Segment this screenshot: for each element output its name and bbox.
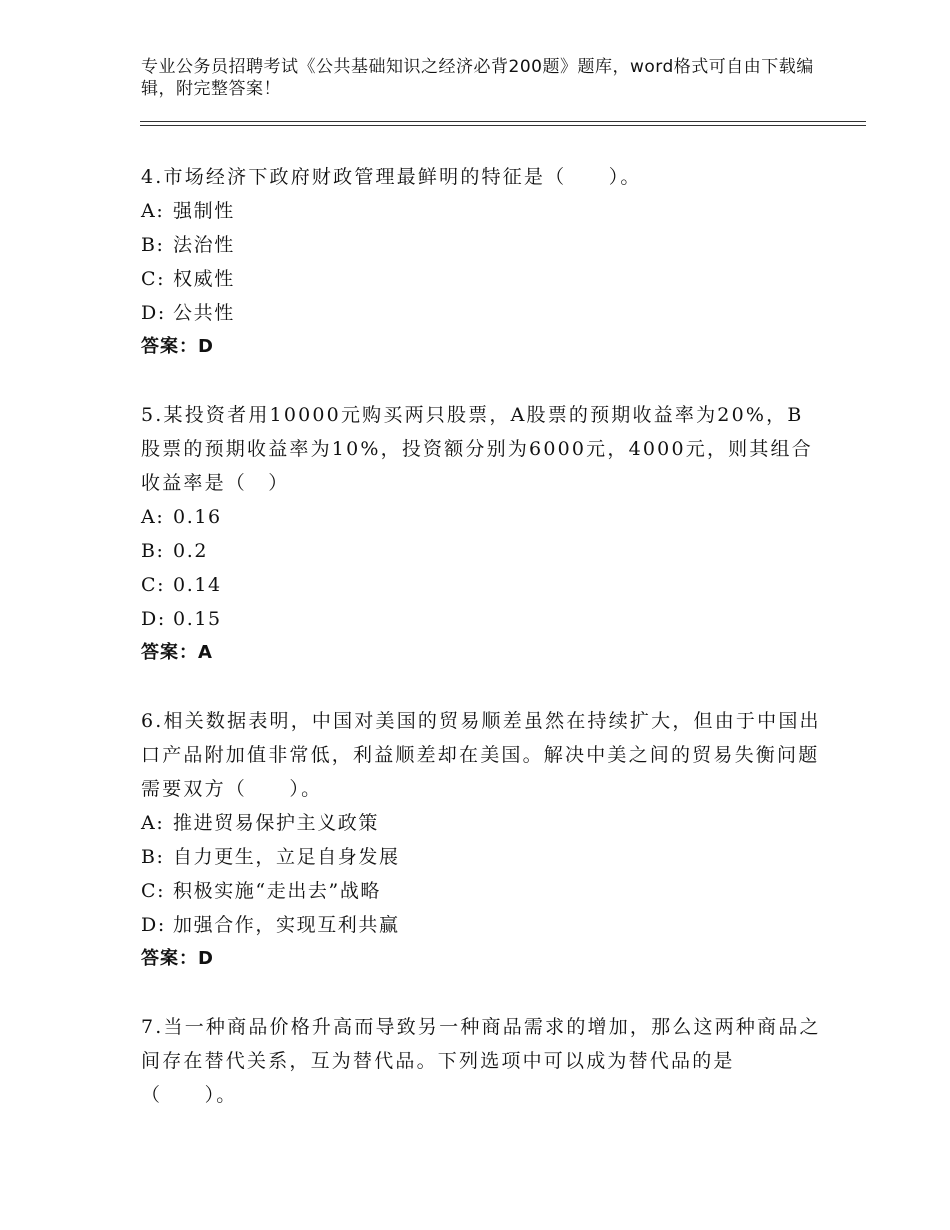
option-label: D: bbox=[141, 914, 166, 936]
question-text: 4.市场经济下政府财政管理最鲜明的特征是（ ）。 bbox=[141, 166, 642, 188]
document-header: 专业公务员招聘考试《公共基础知识之经济必背200题》题库，word格式可自由下载编辑，附完整答案！ bbox=[141, 57, 814, 99]
option-label: A: bbox=[141, 200, 165, 222]
option-text: 0.2 bbox=[173, 540, 209, 562]
option-label: B: bbox=[141, 234, 165, 256]
option-c bbox=[141, 568, 821, 602]
option-text: 0.15 bbox=[173, 608, 222, 630]
option-text: 0.16 bbox=[173, 506, 222, 528]
option-label: C: bbox=[141, 880, 166, 902]
option-label: D: bbox=[141, 608, 166, 630]
option-label: B: bbox=[141, 540, 165, 562]
header-rule-bottom bbox=[140, 125, 866, 126]
option-text: 加强合作，实现互利共赢 bbox=[173, 914, 400, 936]
option-b bbox=[141, 840, 821, 874]
option-c bbox=[141, 262, 821, 296]
option-text: 法治性 bbox=[173, 234, 235, 256]
answer-line: 答案：A bbox=[141, 642, 213, 663]
option-b bbox=[141, 534, 821, 568]
question-list bbox=[141, 160, 821, 1146]
option-a bbox=[141, 806, 821, 840]
option-b bbox=[141, 228, 821, 262]
option-text: 0.14 bbox=[173, 574, 222, 596]
option-text: 强制性 bbox=[173, 200, 235, 222]
question-4 bbox=[141, 160, 821, 364]
option-text: 自力更生，立足自身发展 bbox=[173, 846, 400, 868]
option-text: 公共性 bbox=[173, 302, 235, 324]
question-text: 5.某投资者用10000元购买两只股票，A股票的预期收益率为20%，B股票的预期收益率为10%，投资额分别为6000元，4000元，则其组合收益率是（ ） bbox=[141, 404, 813, 494]
question-text: 7.当一种商品价格升高而导致另一种商品需求的增加，那么这两种商品之间存在替代关系，互为替代品。下列选项中可以成为替代品的是（ ）。 bbox=[141, 1016, 821, 1106]
question-7 bbox=[141, 1010, 821, 1112]
option-text: 积极实施“走出去”战略 bbox=[173, 880, 382, 902]
option-text: 推进贸易保护主义政策 bbox=[173, 812, 380, 834]
option-label: C: bbox=[141, 574, 166, 596]
option-d bbox=[141, 296, 821, 330]
option-d bbox=[141, 602, 821, 636]
header-rule-top bbox=[140, 121, 866, 122]
option-label: B: bbox=[141, 846, 165, 868]
option-label: A: bbox=[141, 506, 165, 528]
answer-line: 答案：D bbox=[141, 948, 214, 969]
option-a bbox=[141, 194, 821, 228]
question-5 bbox=[141, 398, 821, 670]
option-d bbox=[141, 908, 821, 942]
option-label: D: bbox=[141, 302, 166, 324]
option-c bbox=[141, 874, 821, 908]
option-label: C: bbox=[141, 268, 166, 290]
question-text: 6.相关数据表明，中国对美国的贸易顺差虽然在持续扩大，但由于中国出口产品附加值非常低，利益顺差却在美国。解决中美之间的贸易失衡问题需要双方（ ）。 bbox=[141, 710, 821, 800]
option-label: A: bbox=[141, 812, 165, 834]
option-text: 权威性 bbox=[173, 268, 235, 290]
option-a bbox=[141, 500, 821, 534]
answer-line: 答案：D bbox=[141, 336, 214, 357]
question-6 bbox=[141, 704, 821, 976]
